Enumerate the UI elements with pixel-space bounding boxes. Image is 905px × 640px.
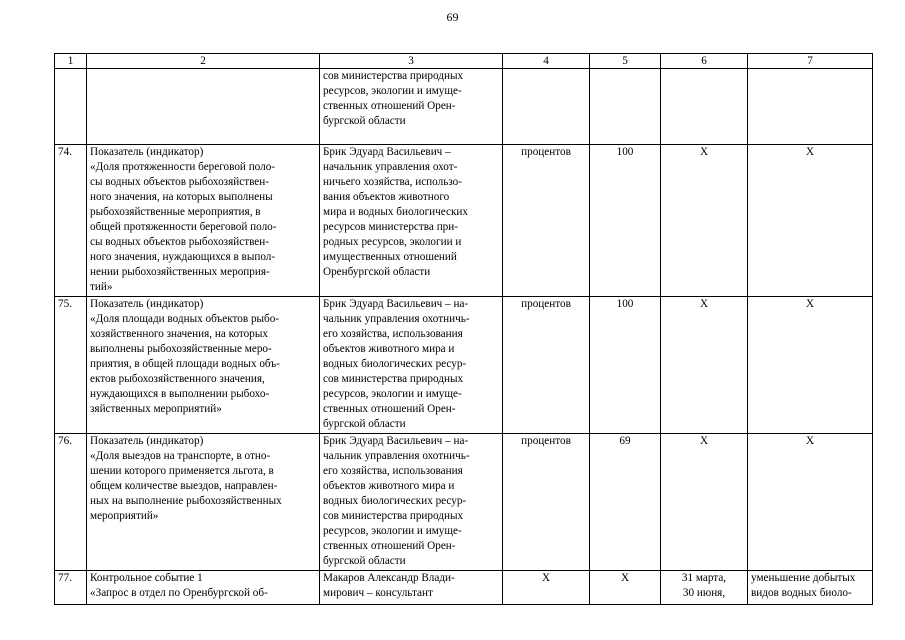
table-row <box>55 145 873 297</box>
deadline-cell: Х <box>661 434 748 571</box>
indicator-cell: Показатель (индикатор) «Доля выездов на транспорте, в отно- шении которого применяется льгота, в общем количестве выездов, направлен- ных на выполнение рыбохозяйственных мероприятий» <box>87 434 320 571</box>
indicators-table <box>54 53 873 605</box>
deadline-cell <box>661 69 748 145</box>
result-cell <box>748 69 873 145</box>
table-row <box>55 69 873 145</box>
table-row <box>55 571 873 605</box>
value-cell <box>590 69 661 145</box>
value-cell: 100 <box>590 297 661 434</box>
row-number-cell: 77. <box>55 571 87 605</box>
responsible-cell: Макаров Александр Влади- мирович – консультант <box>320 571 503 605</box>
responsible-cell: Брик Эдуард Васильевич – на- чальник управления охотничь- его хозяйства, использования объектов животного мира и водных биологических ресур- сов министерства природных ресурсов, экологии и имуще- ственных отношений Орен- бургской области <box>320 434 503 571</box>
row-number-cell: 75. <box>55 297 87 434</box>
table-row <box>55 434 873 571</box>
unit-cell: процентов <box>503 297 590 434</box>
row-number-cell: 76. <box>55 434 87 571</box>
deadline-cell: Х <box>661 297 748 434</box>
value-cell: Х <box>590 571 661 605</box>
unit-cell <box>503 69 590 145</box>
table-row <box>55 297 873 434</box>
header-cell: 6 <box>661 54 748 69</box>
deadline-cell: Х <box>661 145 748 297</box>
indicator-cell <box>87 69 320 145</box>
responsible-cell: Брик Эдуард Васильевич – на- чальник управления охотничь- его хозяйства, использования объектов животного мира и водных биологических ресур- сов министерства природных ресурсов, экологии и имуще- ственных отношений Орен- бургской области <box>320 297 503 434</box>
indicator-cell: Показатель (индикатор) «Доля площади водных объектов рыбо- хозяйственного значения, на которых выполнены рыбохозяйственные меро- приятия, в общей площади водных объ- ектов рыбохозяйственного значения, нуждающихся в выполнении рыбохо- зяйственных мероприятий» <box>87 297 320 434</box>
page-number: 69 <box>446 10 459 24</box>
header-cell: 1 <box>55 54 87 69</box>
result-cell: Х <box>748 297 873 434</box>
value-cell: 100 <box>590 145 661 297</box>
header-cell: 3 <box>320 54 503 69</box>
row-number-cell <box>55 69 87 145</box>
responsible-cell: сов министерства природных ресурсов, экологии и имуще- ственных отношений Орен- бургской области <box>320 69 503 145</box>
row-number-cell: 74. <box>55 145 87 297</box>
header-cell: 4 <box>503 54 590 69</box>
header-cell: 7 <box>748 54 873 69</box>
indicator-cell: Показатель (индикатор) «Доля протяженности береговой поло- сы водных объектов рыбохозяйствен- ного значения, на которых выполнены рыбохозяйственные мероприятия, в общей протяженности береговой поло- сы водных объектов рыбохозяйствен- ного значения, нуждающихся в выпол- нении рыбохозяйственных мероприя- тий» <box>87 145 320 297</box>
result-cell: уменьшение добытых видов водных биоло- <box>748 571 873 605</box>
unit-cell: Х <box>503 571 590 605</box>
header-cell: 2 <box>87 54 320 69</box>
responsible-cell: Брик Эдуард Васильевич – начальник управления охот- ничьего хозяйства, использо- вания объектов животного мира и водных биологических ресурсов министерства при- родных ресурсов, экологии и имущественных отношений Оренбургской области <box>320 145 503 297</box>
result-cell: Х <box>748 434 873 571</box>
unit-cell: процентов <box>503 145 590 297</box>
result-cell: Х <box>748 145 873 297</box>
value-cell: 69 <box>590 434 661 571</box>
unit-cell: процентов <box>503 434 590 571</box>
indicator-cell: Контрольное событие 1 «Запрос в отдел по Оренбургской об- <box>87 571 320 605</box>
header-cell: 5 <box>590 54 661 69</box>
deadline-cell: 31 марта, 30 июня, <box>661 571 748 605</box>
table-header-row <box>55 54 873 69</box>
